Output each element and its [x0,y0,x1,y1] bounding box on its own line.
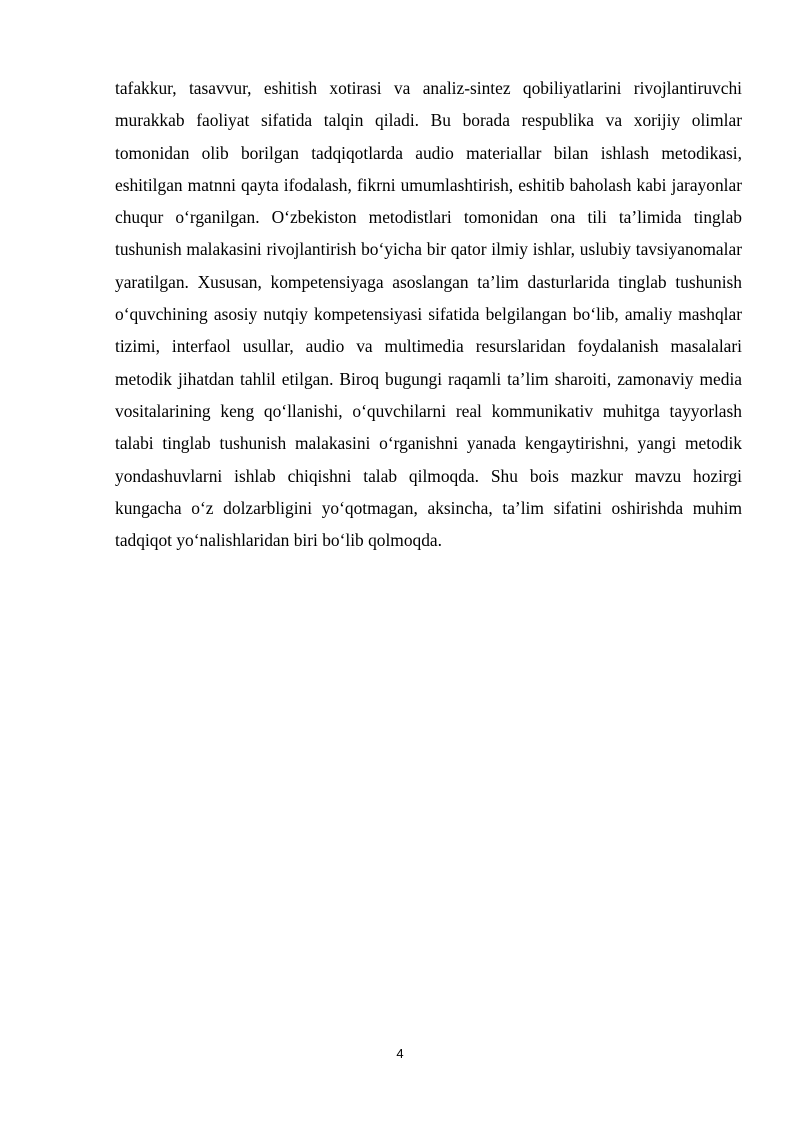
body-paragraph: tafakkur, tasavvur, eshitish xotirasi va analiz-sintez qobiliyatlarini rivojlantiruvchi murakkab faoliyat sifatida talqin qiladi. Bu borada respublika va xorijiy olimlar tomonidan olib borilgan tadqiqotlarda audio materiallar bilan ishlash metodikasi, eshitilgan matnni qayta ifodalash, fikrni umumlashtirish, eshitib baholash kabi jarayonlar chuqur o‘rganilgan. O‘zbekiston metodistlari tomonidan ona tili ta’limida tinglab tushunish malakasini rivojlantirish bo‘yicha bir qator ilmiy ishlar, uslubiy tavsiyanomalar yaratilgan. Xususan, kompetensiyaga asoslangan ta’lim dasturlarida tinglab tushunish o‘quvchining asosiy nutqiy kompetensiyasi sifatida belgilangan bo‘lib, amaliy mashqlar tizimi, interfaol usullar, audio va multimedia resurslaridan foydalanish masalalari metodik jihatdan tahlil etilgan. Biroq bugungi raqamli ta’lim sharoiti, zamonaviy media vositalarining keng qo‘llanishi, o‘quvchilarni real kommunikativ muhitga tayyorlash talabi tinglab tushunish malakasini o‘rganishni yanada kengaytirishni, yangi metodik yondashuvlarni ishlab chiqishni talab qilmoqda. Shu bois mazkur mavzu hozirgi kungacha o‘z dolzarbligini yo‘qotmagan, aksincha, ta’lim sifatini oshirishda muhim tadqiqot yo‘nalishlaridan biri bo‘lib qolmoqda. [115,78,742,551]
page-number: 4 [396,1046,404,1061]
